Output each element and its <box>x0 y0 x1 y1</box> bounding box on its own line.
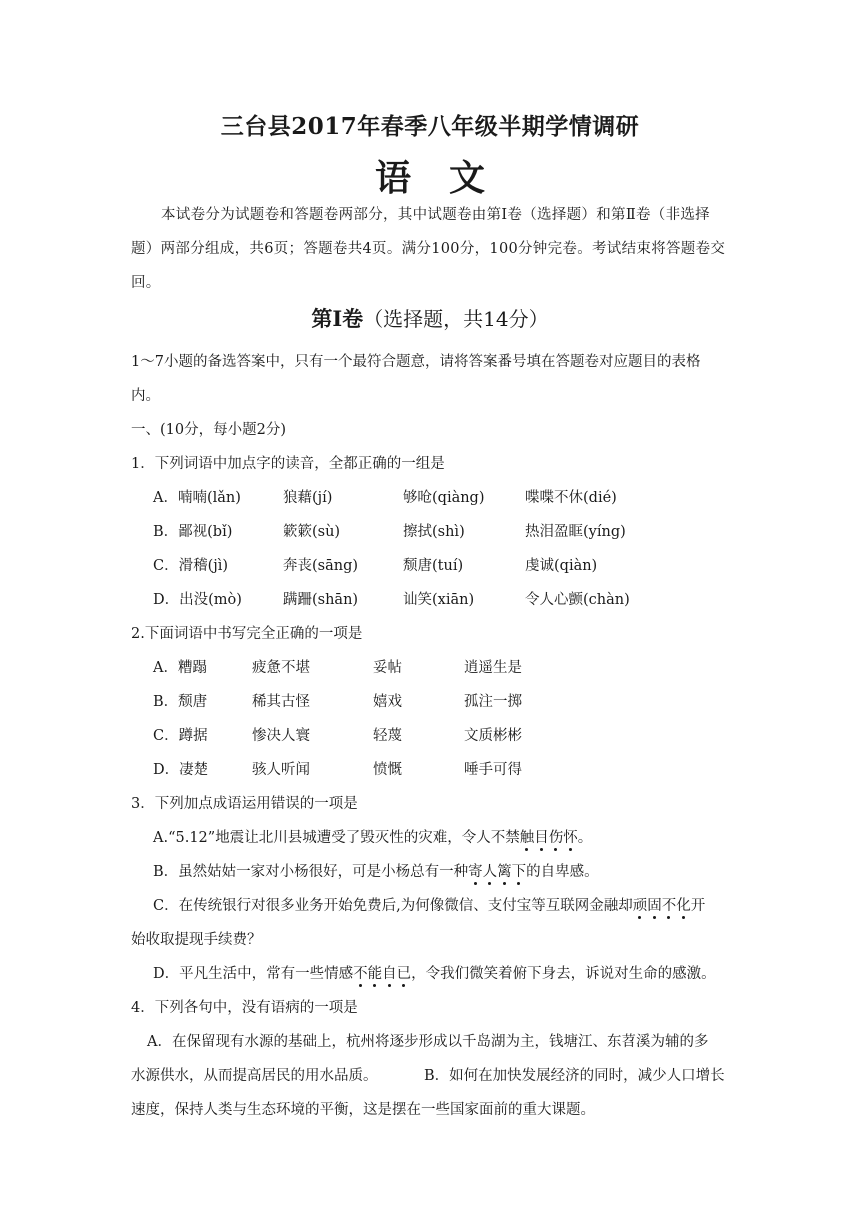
q3-b-dotted <box>468 864 526 880</box>
q2-row-c-2: 惨决人寰 <box>252 728 310 744</box>
q1-row-a-2: 狼藉(jí) <box>283 490 333 506</box>
q1-row-b-4: 热泪盈眶(yíng) <box>525 524 626 540</box>
q2-row-d-4: 唾手可得 <box>464 762 522 778</box>
q4-line-2b: B．如何在加快发展经济的同时，减少人口增长 <box>424 1068 725 1084</box>
emphasized-char: 寄 <box>468 864 483 880</box>
q2-row-b-1: B．颓唐 <box>153 694 208 710</box>
section-heading-rest: （选择题，共14分） <box>363 307 549 331</box>
q1-row-c-1: C．滑稽(jì) <box>153 558 229 574</box>
q3-option-d <box>153 962 716 983</box>
q3-a-text: A.“5.12”地震让北川县城遭受了毁灭性的灾难，令人不禁 <box>153 830 520 846</box>
emphasized-char: 能 <box>367 966 383 982</box>
q3-c-post: 开 <box>690 898 706 914</box>
q3-d-dotted <box>353 966 411 982</box>
emphasized-char: 顽 <box>632 898 648 914</box>
section-heading <box>0 303 860 333</box>
q3-d-post: ，令我们微笑着俯下身去，诉说对生命的感激。 <box>411 966 716 982</box>
instruction-line-2: 内。 <box>131 388 160 404</box>
q2-row-b-3: 嬉戏 <box>373 694 402 710</box>
emphasized-char: 自 <box>382 966 397 982</box>
q3-option-b <box>153 860 599 881</box>
emphasized-char: 固 <box>647 898 662 914</box>
q3-b-post: 的自卑感。 <box>526 864 599 880</box>
instruction-line-1: 1～7小题的备选答案中，只有一个最符合题意，请将答案番号填在答题卷对应题目的表格 <box>131 354 701 370</box>
q2-row-d-2: 骇人听闻 <box>252 762 310 778</box>
q3-a-post: 。 <box>577 830 593 846</box>
subject-title: 语文 <box>374 157 523 199</box>
q3-option-a <box>153 826 592 847</box>
section-heading-bold: 第Ⅰ卷 <box>311 306 364 331</box>
emphasized-char: 已 <box>396 966 412 982</box>
q2-row-d-3: 愤慨 <box>373 762 402 778</box>
q1-stem: 1．下列词语中加点字的读音，全都正确的一组是 <box>131 456 445 472</box>
q2-row-a-3: 妥帖 <box>373 660 402 676</box>
q2-row-b-2: 稀其古怪 <box>252 694 310 710</box>
q2-row-d-1: D．凄楚 <box>153 762 209 778</box>
q1-row-d-4: 令人心颤(chàn) <box>525 592 630 608</box>
emphasized-char: 不 <box>353 966 368 982</box>
emphasized-char: 怀 <box>563 830 578 846</box>
emphasized-char: 伤 <box>548 830 564 846</box>
q2-row-c-1: C．蹲据 <box>153 728 208 744</box>
q2-stem: 2.下面词语中书写完全正确的一项是 <box>131 626 363 642</box>
q4-line-2a: 水源供水，从而提高居民的用水品质。 <box>131 1068 378 1084</box>
q2-row-c-3: 轻蔑 <box>373 728 402 744</box>
q3-option-c <box>153 894 705 915</box>
q3-a-dotted <box>520 830 578 846</box>
q1-row-b-2: 簌簌(sù) <box>283 524 341 540</box>
q1-row-c-4: 虔诚(qiàn) <box>525 558 598 574</box>
q1-row-d-2: 蹒跚(shān) <box>283 592 359 608</box>
emphasized-char: 不 <box>661 898 677 914</box>
q1-row-a-1: A．喃喃(lǎn) <box>153 490 241 506</box>
exam-title: 三台县2017年春季八年级半期学情调研 <box>220 113 640 140</box>
q1-row-b-3: 擦拭(shì) <box>403 524 465 540</box>
q3-stem: 3．下列加点成语运用错误的一项是 <box>131 796 358 812</box>
q1-row-b-1: B．鄙视(bǐ) <box>153 524 233 540</box>
q1-row-a-4: 喋喋不休(dié) <box>525 490 617 506</box>
q2-row-c-4: 文质彬彬 <box>464 728 522 744</box>
q1-row-d-3: 讪笑(xiān) <box>403 592 475 608</box>
q4-line-1: A．在保留现有水源的基础上，杭州将逐步形成以千岛湖为主，钱塘江、东苕溪为辅的多 <box>147 1034 709 1050</box>
q2-row-a-2: 疲惫不堪 <box>252 660 310 676</box>
q2-row-a-4: 逍遥生是 <box>464 660 522 676</box>
part-heading: 一、(10分，每小题2分) <box>131 422 286 438</box>
emphasized-char: 触 <box>519 830 535 846</box>
q3-option-c-line-2: 始收取提现手续费？ <box>131 932 262 948</box>
q1-row-a-3: 够呛(qiàng) <box>403 490 485 506</box>
emphasized-char: 化 <box>676 898 691 914</box>
emphasized-char: 目 <box>534 830 549 846</box>
emphasized-char: 篱 <box>497 864 512 880</box>
q3-c-dotted <box>633 898 691 914</box>
q4-line-3: 速度，保持人类与生态环境的平衡，这是摆在一些国家面前的重大课题。 <box>131 1102 595 1118</box>
q3-d-text: D．平凡生活中，常有一些情感 <box>153 966 354 982</box>
q3-c-text: C．在传统银行对很多业务开始免费后,为何像微信、支付宝等互联网金融却 <box>153 898 633 914</box>
q3-b-text: B．虽然姑姑一家对小杨很好，可是小杨总有一种 <box>153 864 469 880</box>
q1-row-d-1: D．出没(mò) <box>153 592 242 608</box>
emphasized-char: 下 <box>511 864 527 880</box>
intro-paragraph: 本试卷分为试题卷和答题卷两部分，其中试题卷由第Ⅰ卷（选择题）和第Ⅱ卷（非选择题）两部分组成，共6页；答题卷共4页。满分100分，100分钟完卷。考试结束将答题卷交回。 <box>131 207 726 291</box>
q2-row-b-4: 孤注一掷 <box>464 694 522 710</box>
q2-row-a-1: A．糟蹋 <box>153 660 207 676</box>
emphasized-char: 人 <box>482 864 498 880</box>
q1-row-c-3: 颓唐(tuí) <box>403 558 464 574</box>
q1-row-c-2: 奔丧(sāng) <box>283 558 359 574</box>
q4-stem: 4．下列各句中，没有语病的一项是 <box>131 1000 358 1016</box>
